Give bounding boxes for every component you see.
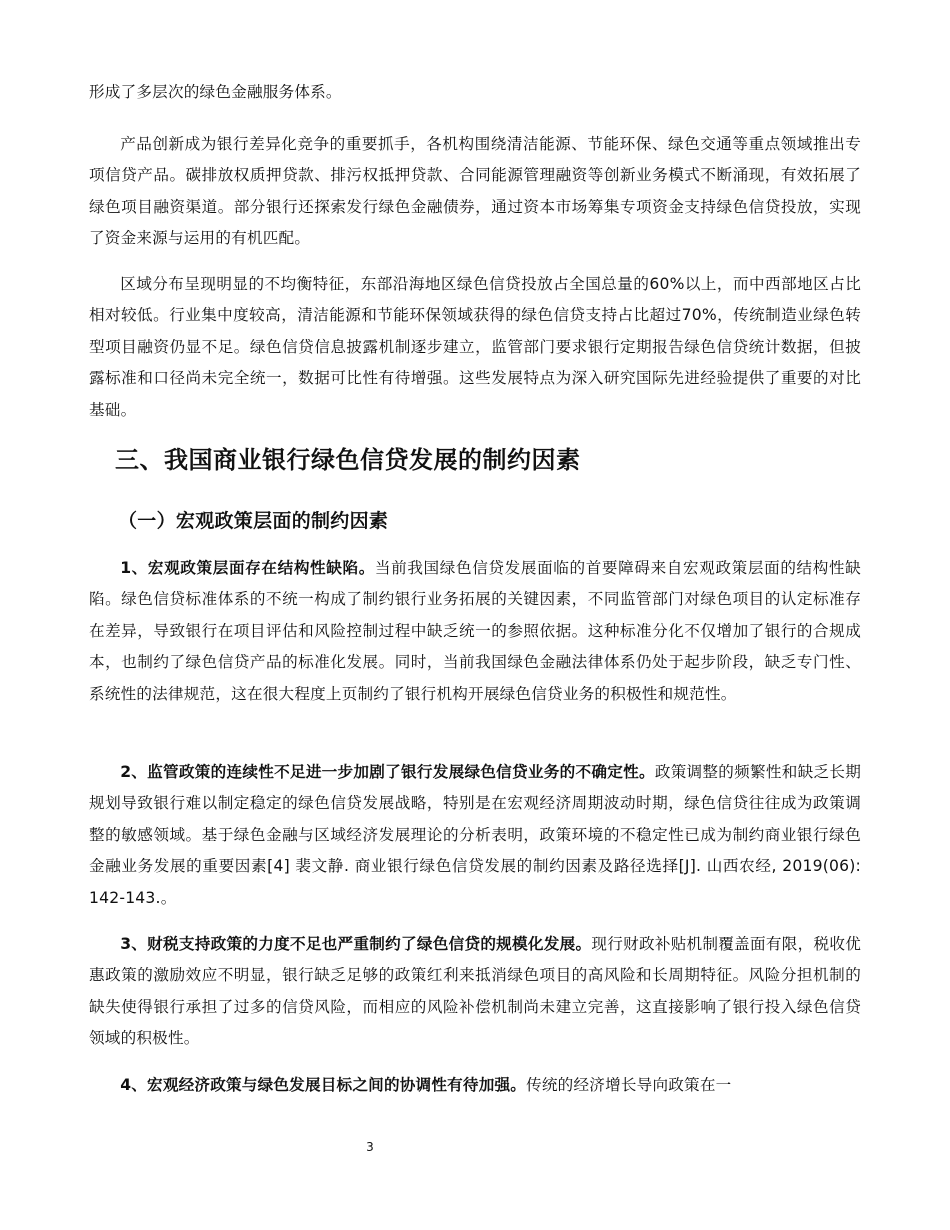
paragraph-continuation: 形成了多层次的绿色金融服务体系。 xyxy=(89,83,342,101)
list-item xyxy=(89,757,861,914)
page-number: 3 xyxy=(366,1140,374,1154)
list-item xyxy=(89,553,861,710)
item-text: 政策调整的频繁性和缺乏长期规划导致银行难以制定稳定的绿色信贷发展战略，特别是在宏观经济周期波动时期，绿色信贷往往成为政策调整的敏感领域。基于绿色金融与区域经济发展理论的分析表明，政策环境的不稳定性已成为制约商业银行绿色金融业务发展的重要因素[4] 裴文静. 商业银行绿色信贷发展的制约因素及路径选择[J]. 山西农经, 2019(06): 142-143.。 xyxy=(89,763,861,907)
item-text: 传统的经济增长导向政策在一 xyxy=(526,1076,732,1094)
paragraph-regional-distribution: 区域分布呈现明显的不均衡特征，东部沿海地区绿色信贷投放占全国总量的60%以上，而中西部地区占比相对较低。行业集中度较高，清洁能源和节能环保领域获得的绿色信贷支持占比超过70%，传统制造业绿色转型项目融资仍显不足。绿色信贷信息披露机制逐步建立，监管部门要求银行定期报告绿色信贷统计数据，但披露标准和口径尚未完全统一，数据可比性有待增强。这些发展特点为深入研究国际先进经验提供了重要的对比基础。 xyxy=(89,275,861,419)
list-item xyxy=(89,929,861,1055)
subsection-heading: （一）宏观政策层面的制约因素 xyxy=(118,510,389,532)
item-text: 当前我国绿色信贷发展面临的首要障碍来自宏观政策层面的结构性缺陷。绿色信贷标准体系的不统一构成了制约银行业务拓展的关键因素，不同监管部门对绿色项目的认定标准存在差异，导致银行在项目评估和风险控制过程中缺乏统一的参照依据。这种标准分化不仅增加了银行的合规成本，也制约了绿色信贷产品的标准化发展。同时，当前我国绿色金融法律体系仍处于起步阶段，缺乏专门性、系统性的法律规范，这在很大程度上页制约了银行机构开展绿色信贷业务的积极性和规范性。 xyxy=(89,559,861,703)
item-text: 现行财政补贴机制覆盖面有限，税收优惠政策的激励效应不明显，银行缺乏足够的政策红利来抵消绿色项目的高风险和长周期特征。风险分担机制的缺失使得银行承担了过多的信贷风险，而相应的风险补偿机制尚未建立完善，这直接影响了银行投入绿色信贷领域的积极性。 xyxy=(89,935,861,1048)
item-lead: 1、宏观政策层面存在结构性缺陷。 xyxy=(120,559,375,577)
item-lead: 3、财税支持政策的力度不足也严重制约了绿色信贷的规模化发展。 xyxy=(120,935,592,953)
list-item xyxy=(89,1070,861,1101)
item-lead: 4、宏观经济政策与绿色发展目标之间的协调性有待加强。 xyxy=(120,1076,527,1094)
paragraph-product-innovation: 产品创新成为银行差异化竞争的重要抓手，各机构围绕清洁能源、节能环保、绿色交通等重点领域推出专项信贷产品。碳排放权质押贷款、排污权抵押贷款、合同能源管理融资等创新业务模式不断涌现，有效拓展了绿色项目融资渠道。部分银行还探索发行绿色金融债券，通过资本市场筹集专项资金支持绿色信贷投放，实现了资金来源与运用的有机匹配。 xyxy=(89,135,861,248)
section-heading: 三、我国商业银行绿色信贷发展的制约因素 xyxy=(115,446,581,474)
item-lead: 2、监管政策的连续性不足进一步加剧了银行发展绿色信贷业务的不确定性。 xyxy=(120,763,655,781)
